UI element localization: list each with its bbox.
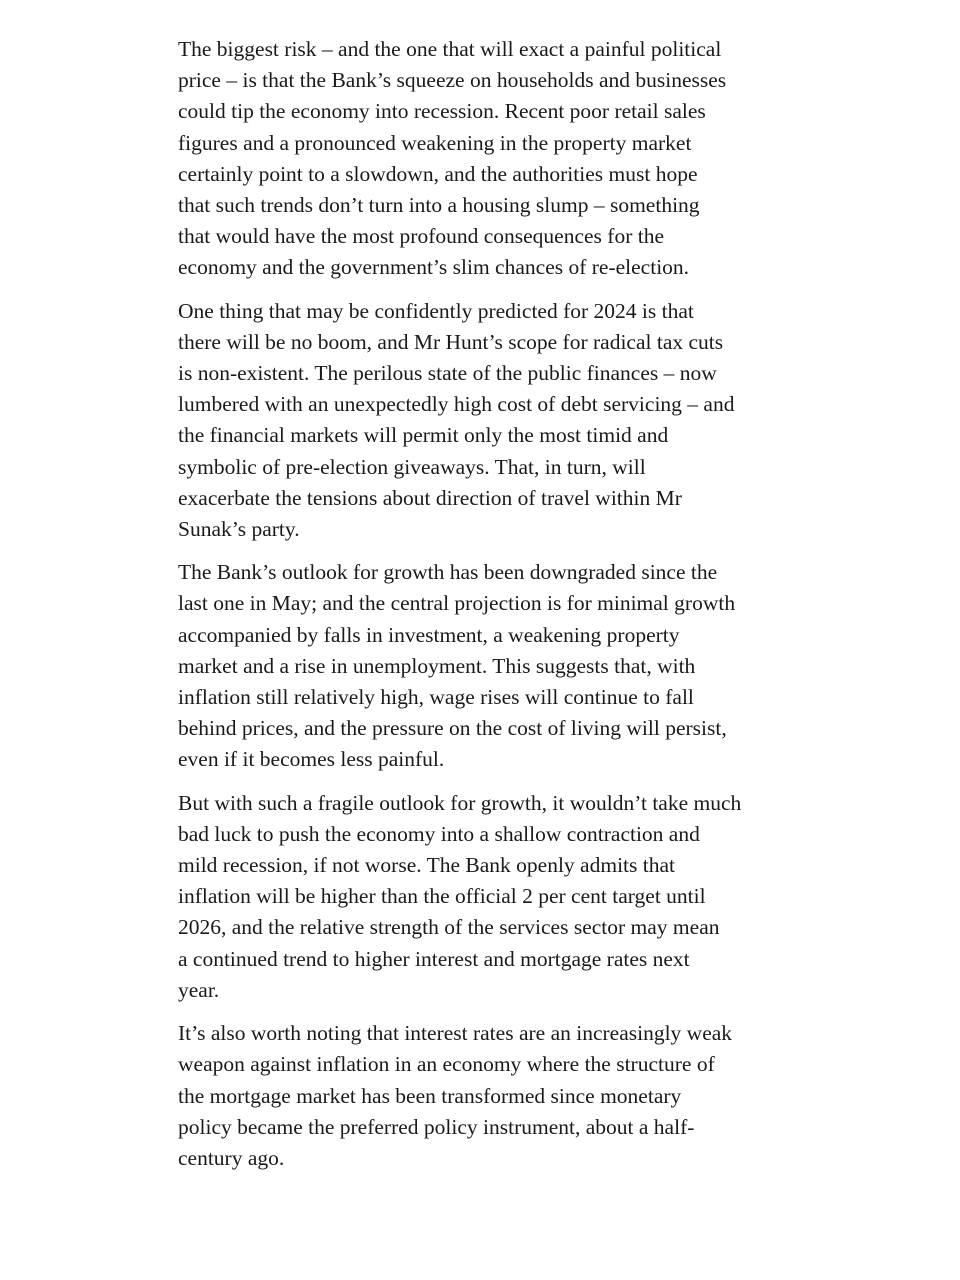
article-paragraph: But with such a fragile outlook for growth, it wouldn’t take much bad luck to push the economy into a shallow contraction and mild recession, if not worse. The Bank openly admits that inflation will be higher than the official 2 per cent target until 2026, and the relative strength of the services sector may mean a continued trend to higher interest and mortgage rates next year. (178, 790, 742, 1002)
article-paragraph: One thing that may be confidently predicted for 2024 is that there will be no boom, and Mr Hunt’s scope for radical tax cuts is non-existent. The perilous state of the public finances – now lumbered with an unexpectedly high cost of debt servicing – and the financial markets will permit only the most timid and symbolic of pre-election giveaways. That, in turn, will exacerbate the tensions about direction of travel within Mr Sunak’s party. (178, 298, 735, 542)
article-paragraph: It’s also worth noting that interest rates are an increasingly weak weapon against inflation in an economy where the structure of the mortgage market has been transformed since monetary policy became the preferred policy instrument, about a half- century ago. (178, 1021, 733, 1170)
article-body (178, 34, 788, 1186)
article-paragraph: The Bank’s outlook for growth has been downgraded since the last one in May; and the central projection is for minimal growth accompanied by falls in investment, a weakening property market and a rise in unemployment. This suggests that, with inflation still relatively high, wage rises will continue to fall behind prices, and the pressure on the cost of living will persist, even if it becomes less painful. (178, 560, 736, 772)
article-paragraph: The biggest risk – and the one that will exact a painful political price – is that the Bank’s squeeze on households and businesses could tip the economy into recession. Recent poor retail sales figures and a pronounced weakening in the property market certainly point to a slowdown, and the authorities must hope that such trends don’t turn into a housing slump – something that would have the most profound consequences for the economy and the government’s slim chances of re-election. (178, 37, 727, 280)
